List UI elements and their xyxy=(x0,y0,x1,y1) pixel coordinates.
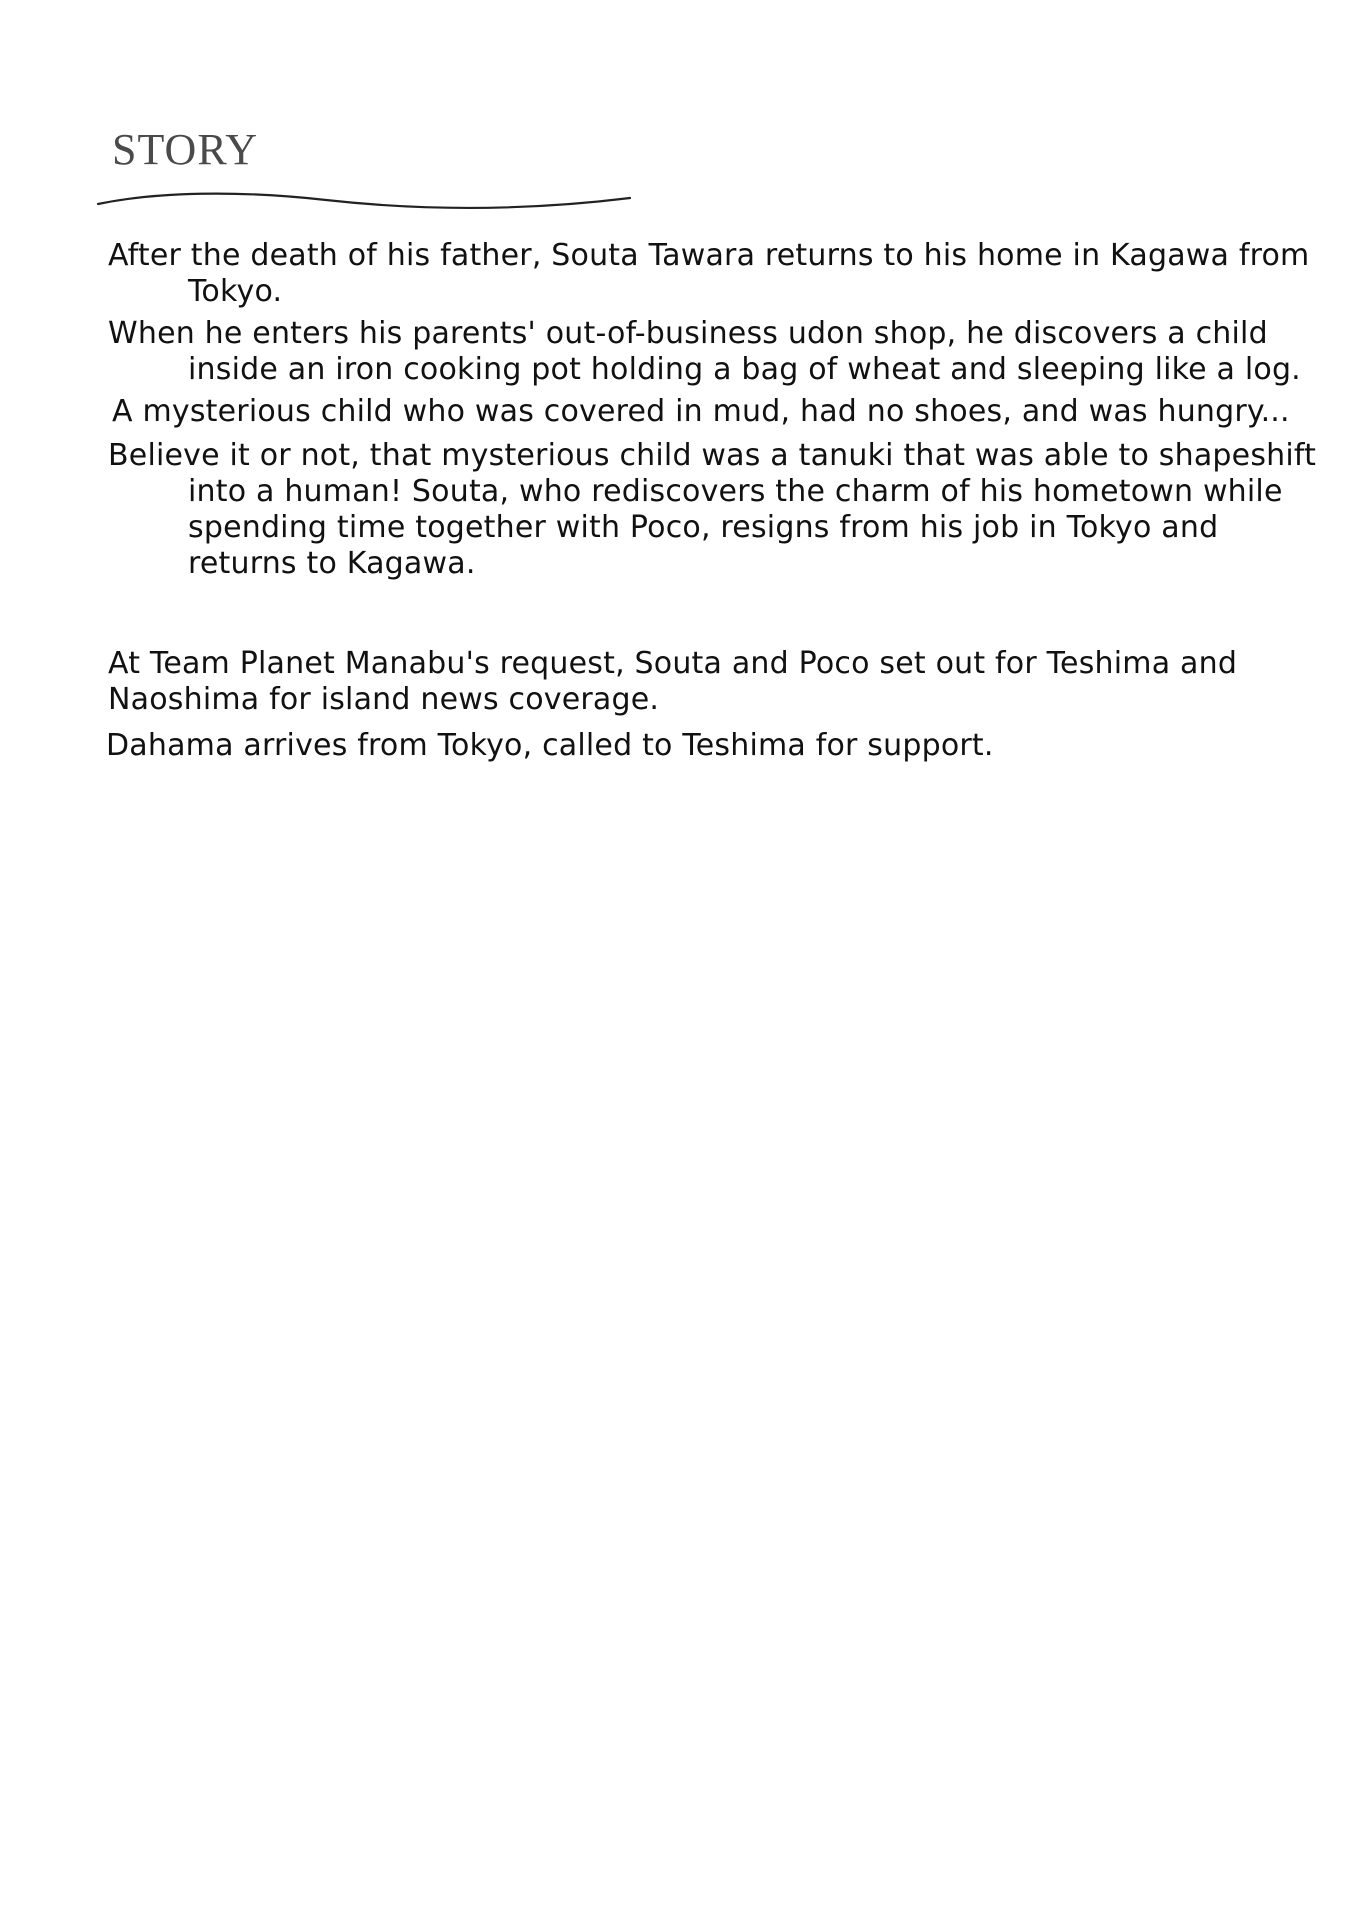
story-paragraph-2: When he enters his parents' out-of-business udon shop, he discovers a child inside an iron cooking pot holding a bag of wheat and sleeping like a log. xyxy=(108,316,1301,387)
page-title: STORY xyxy=(112,125,259,174)
story-paragraph-5: At Team Planet Manabu's request, Souta and Poco set out for Teshima and Naoshima for island news coverage. xyxy=(108,646,1238,717)
story-paragraph-4: Believe it or not, that mysterious child was a tanuki that was able to shapeshift into a human! Souta, who rediscovers the charm of his hometown while spending time together with Poco, resigns from his job in Tokyo and returns to Kagawa. xyxy=(108,438,1317,581)
title-underline-decoration xyxy=(96,190,632,220)
story-paragraph-1: After the death of his father, Souta Tawara returns to his home in Kagawa from Tokyo. xyxy=(108,238,1310,309)
story-summary xyxy=(108,238,1328,770)
story-paragraph-6: Dahama arrives from Tokyo, called to Teshima for support. xyxy=(106,728,994,763)
story-paragraph-3: A mysterious child who was covered in mud, had no shoes, and was hungry... xyxy=(112,394,1290,429)
